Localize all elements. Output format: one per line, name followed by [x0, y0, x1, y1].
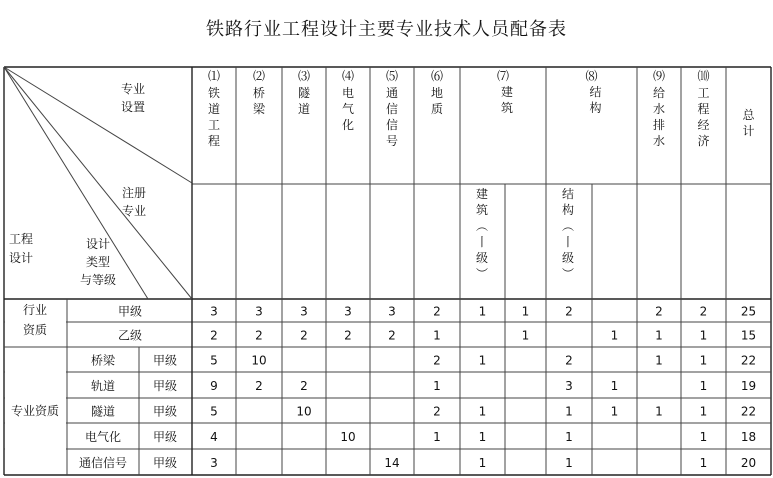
industry-group-label: 行业	[22, 303, 48, 317]
corner-label-zhuce: 注册	[121, 186, 147, 200]
column-label-char: 工	[207, 118, 221, 132]
column-number: ⑺	[496, 69, 510, 83]
data-cell: 2	[255, 328, 263, 343]
data-cell: 1	[478, 430, 487, 444]
corner-label-shejib: 设计	[8, 251, 34, 265]
corner-label-zhuanye2: 专业	[121, 204, 147, 218]
column-label-char: 水	[652, 102, 666, 116]
column-label-char: 铁	[207, 86, 221, 100]
data-cell: 1	[478, 304, 487, 319]
data-cell: 1	[699, 328, 708, 343]
registered-jianzhu-char: 建	[475, 187, 489, 201]
data-cell: 1	[565, 456, 573, 470]
registered-jianzhu-char: 筑	[475, 203, 489, 217]
column-label-char: 信	[385, 118, 399, 132]
data-cell: 2	[388, 328, 396, 343]
corner-label-leixing: 类型	[85, 255, 111, 269]
data-cell: 1	[610, 328, 619, 343]
column-label-char: 地	[430, 86, 444, 100]
data-cell: 19	[740, 379, 757, 393]
data-cell: 20	[740, 456, 757, 470]
registered-jianzhu-char: 级	[475, 251, 489, 265]
column-label-char: 通	[385, 86, 399, 100]
column-number: ⑸	[385, 69, 399, 83]
data-cell: 2	[433, 304, 441, 319]
data-cell: 1	[655, 404, 663, 419]
column-label-char: 济	[697, 134, 710, 148]
data-cell: 1	[433, 430, 441, 444]
specialty-grade: 甲级	[152, 353, 178, 368]
registered-jiegou-char: ︶	[561, 267, 575, 281]
data-cell: 1	[521, 328, 530, 343]
data-cell: 1	[521, 304, 530, 319]
registered-jiegou-char: 构	[561, 203, 575, 217]
column-label-char: 质	[430, 102, 444, 116]
column-label-char: 排	[652, 118, 666, 132]
corner-label-sheji: 设计	[85, 237, 111, 251]
registered-jiegou-char: 结	[561, 187, 575, 201]
data-cell: 1	[699, 353, 708, 368]
column-label-char: 水	[652, 134, 666, 148]
data-cell: 15	[740, 328, 757, 343]
data-cell: 25	[740, 304, 757, 319]
data-cell: 2	[300, 379, 308, 393]
data-cell: 1	[433, 379, 441, 393]
registered-jiegou-char: 级	[561, 251, 575, 265]
column-label-char: 信	[385, 102, 399, 116]
registered-jiegou-char: ︵	[561, 219, 575, 233]
data-cell: 2	[300, 328, 308, 343]
data-cell: 1	[478, 404, 487, 419]
data-cell: 2	[565, 353, 573, 368]
data-cell: 1	[655, 353, 663, 368]
column-label-char: 道	[297, 102, 311, 116]
column-label-char: 构	[589, 101, 602, 115]
data-cell: 1	[699, 404, 708, 419]
industry-grade: 乙级	[117, 328, 143, 343]
specialty-grade: 甲级	[152, 456, 178, 470]
column-number: ⑵	[252, 69, 266, 83]
column-label-char: 隧	[297, 86, 311, 100]
column-number: ⑼	[652, 69, 666, 83]
page-title: 铁路行业工程设计主要专业技术人员配备表	[206, 19, 567, 40]
specialty-grade: 甲级	[152, 404, 178, 419]
data-cell: 1	[478, 456, 487, 470]
data-cell: 10	[340, 430, 356, 444]
data-cell: 2	[210, 328, 218, 343]
data-cell: 2	[433, 353, 441, 368]
column-label-char: 梁	[252, 102, 266, 116]
data-cell: 9	[210, 379, 218, 393]
data-cell: 1	[699, 430, 708, 444]
column-label-char: 桥	[252, 86, 266, 100]
data-cell: 2	[255, 379, 263, 393]
column-label-char: 总	[742, 108, 755, 122]
data-cell: 2	[344, 328, 352, 343]
data-cell: 5	[210, 353, 218, 368]
column-label-char: 计	[742, 124, 755, 138]
data-cell: 3	[565, 379, 573, 393]
column-label-char: 经	[697, 118, 710, 132]
data-cell: 10	[296, 404, 312, 419]
corner-label-shezhi: 设置	[120, 100, 146, 114]
column-label-char: 程	[697, 102, 710, 116]
registered-jianzhu-char: ︶	[475, 267, 489, 281]
data-cell: 2	[433, 404, 441, 419]
data-cell: 1	[699, 379, 708, 393]
column-number: ⑹	[430, 69, 444, 83]
specialty-grade: 甲级	[152, 430, 178, 444]
data-cell: 1	[565, 404, 573, 419]
column-label-char: 道	[207, 102, 221, 116]
data-cell: 3	[255, 304, 263, 319]
corner-diagonal	[4, 67, 192, 183]
column-number: ⑴	[207, 69, 221, 83]
specialty-group-label: 专业资质	[10, 404, 60, 418]
registered-jiegou-char: 丨	[561, 235, 575, 249]
column-number: ⑷	[341, 69, 355, 83]
column-label-char: 气	[341, 102, 355, 116]
registered-jianzhu-char: 丨	[475, 235, 489, 249]
column-number: ⑽	[697, 69, 710, 83]
column-label-char: 程	[207, 134, 221, 148]
industry-grade: 甲级	[117, 304, 143, 319]
column-label-char: 工	[697, 86, 710, 100]
data-cell: 18	[740, 430, 757, 444]
column-label-char: 号	[385, 134, 399, 148]
data-cell: 1	[655, 328, 663, 343]
column-label-char: 结	[589, 85, 602, 99]
data-cell: 1	[565, 430, 573, 444]
data-cell: 2	[699, 304, 708, 319]
data-cell: 3	[210, 456, 218, 470]
column-number: ⑶	[297, 69, 311, 83]
data-cell: 10	[251, 353, 267, 368]
industry-group-label: 资质	[22, 323, 48, 337]
column-label-char: 给	[652, 86, 666, 100]
column-label-char: 筑	[500, 101, 514, 115]
specialty-type: 轨道	[90, 379, 116, 393]
data-cell: 1	[610, 404, 619, 419]
column-label-char: 建	[500, 85, 514, 99]
column-label-char: 电	[341, 86, 355, 100]
data-cell: 2	[565, 304, 573, 319]
data-cell: 2	[655, 304, 663, 319]
specialty-type: 电气化	[84, 430, 122, 444]
specialty-type: 隧道	[90, 404, 116, 419]
data-cell: 22	[740, 404, 757, 419]
data-cell: 3	[388, 304, 396, 319]
data-cell: 14	[384, 456, 400, 470]
corner-label-dengji: 与等级	[79, 273, 117, 287]
data-cell: 3	[300, 304, 308, 319]
column-label-char: 化	[341, 118, 355, 132]
data-cell: 4	[210, 430, 218, 444]
data-cell: 1	[433, 328, 441, 343]
specialty-grade: 甲级	[152, 379, 178, 393]
data-cell: 5	[210, 404, 218, 419]
specialty-type: 通信信号	[78, 456, 128, 470]
data-cell: 1	[610, 379, 619, 393]
corner-label-zhuanye: 专业	[120, 82, 146, 96]
corner-label-gongcheng: 工程	[8, 232, 34, 246]
column-number: ⑻	[585, 69, 598, 83]
data-cell: 3	[344, 304, 352, 319]
data-cell: 1	[478, 353, 487, 368]
data-cell: 3	[210, 304, 218, 319]
specialty-type: 桥梁	[90, 353, 116, 368]
data-cell: 1	[699, 456, 708, 470]
data-cell: 22	[740, 353, 757, 368]
registered-jianzhu-char: ︵	[475, 219, 489, 233]
